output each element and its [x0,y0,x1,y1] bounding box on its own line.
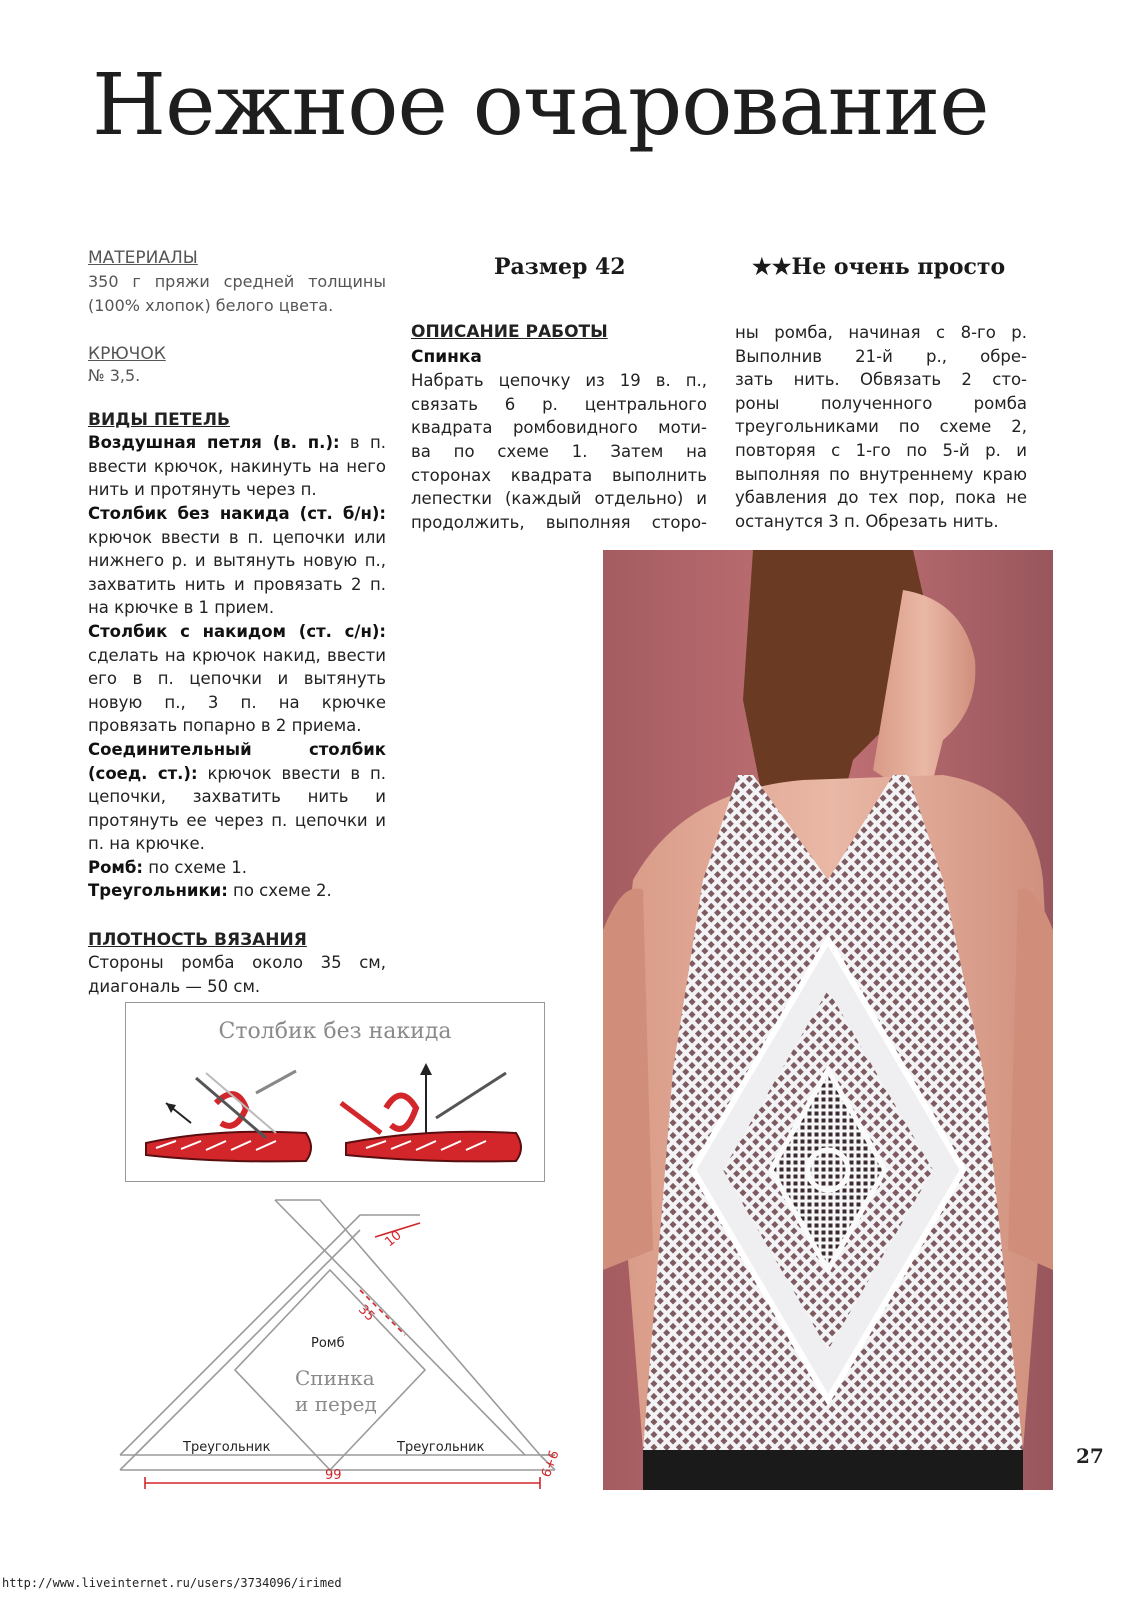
stitch-step-1 [146,1071,311,1161]
stitch-term: Соединительный столбик (соед. ст.): [88,739,386,783]
schematic-left-strap [120,1215,420,1455]
stitch-text: в п. ввести крючок, накинуть на него нить и протянуть через п. [88,433,386,500]
source-url[interactable]: http://www.liveinternet.ru/users/3734096/irimed [2,1576,342,1590]
description-line: зать нить. Обвязать 2 сто- [735,370,1027,390]
stitch-text: по схеме 1. [143,857,247,877]
description-subheading: Спинка [411,346,482,367]
size-label: Размер 42 [494,254,626,280]
stitch-diagram-title: Столбик без накида [218,1019,452,1044]
schematic-right-strap [275,1200,555,1455]
left-column [88,248,386,998]
stitch-type-item [88,879,386,903]
description-line: сторонах квадрата выполнить [411,465,707,485]
description-line: убавления до тех пор, пока не [735,488,1027,508]
stitch-text: крючок ввести в п. цепочки или нижнего р. и вытянуть новую п., захватить нить и провязать 2 п. на крючке в 1 прием. [88,527,386,618]
schematic-diagram [115,1195,565,1505]
stitch-term: Треугольники: [88,881,228,901]
dim-corner-value: 6+6 [539,1448,563,1480]
stitch-diagram-box [125,1002,545,1182]
stitch-step-2 [341,1063,521,1161]
description-line: ны ромба, начиная с 8-го р. [735,323,1027,342]
schematic-center-line1: Спинка [295,1366,375,1390]
description-line: выполняя по внутреннему краю [735,464,1027,484]
stitch-type-item [88,738,386,856]
schematic-triangle-right: Треугольник [397,1440,485,1455]
stitch-type-item [88,856,386,880]
description-line: ва по схеме 1. Затем на [411,441,707,461]
materials-heading: МАТЕРИАЛЫ [88,248,198,268]
schematic-romb-label: Ромб [311,1336,345,1351]
hook-value: № 3,5. [88,366,141,386]
description-line: Набрать цепочку из 19 в. п., [411,371,707,391]
page-number: 27 [1076,1444,1104,1468]
materials-line: 350 г пряжи средней толщины [88,272,386,291]
stitch-term: Столбик с накидом (ст. с/н): [88,621,386,641]
skirt-shape [643,1450,1023,1490]
model-photo [603,550,1053,1490]
materials-text [88,270,386,317]
schematic-triangle-left: Треугольник [183,1440,271,1455]
hook-heading: КРЮЧОК [88,344,166,365]
gauge-heading: ПЛОТНОСТЬ ВЯЗАНИЯ [88,930,307,951]
description-line: Выполнив 21-й р., обре- [735,346,1027,366]
gauge-text: Стороны ромба около 35 см, диагональ — 50 см. [88,953,386,996]
stitch-types-heading: ВИДЫ ПЕТЕЛЬ [88,410,230,431]
description-line: продолжить, выполняя сторо- [411,512,707,532]
dim-side-value: 35 [355,1302,378,1325]
description-line: роны полученного ромба [735,393,1027,413]
description-heading: ОПИСАНИЕ РАБОТЫ [411,322,608,342]
description-line: квадрата ромбовидного моти- [411,418,707,438]
description-column-1 [411,321,707,534]
stitch-type-item [88,431,386,502]
materials-line: (100% хлопок) белого цвета. [88,295,334,315]
page-title: Нежное очарование [92,56,989,155]
stitch-type-item [88,502,386,620]
dim-width-value: 99 [325,1468,342,1483]
difficulty-stars: ★★ [752,254,792,280]
description-line: повторяя с 1-го по 5-й р. и [735,440,1027,460]
schematic-center-line2: и перед [295,1392,377,1416]
stitch-type-item [88,620,386,738]
stitch-term: Столбик без накида (ст. б/н): [88,503,386,523]
description-line: останутся 3 п. Обрезать нить. [735,511,999,531]
dim-strap-value: 10 [382,1227,405,1251]
stitch-text: крючок ввести в п. цепочки, захватить нить и протянуть ее через п. цепочки и п. на крючке. [88,763,386,854]
description-line: треугольниками по схеме 2, [735,417,1027,437]
stitch-text: сделать на крючок накид, ввести его в п. цепочки и вытянуть новую п., 3 п. на крючке провязать попарно в 2 приема. [88,645,386,736]
description-line: связать 6 р. центрального [411,394,707,414]
difficulty-label: Не очень просто [791,254,1006,280]
stitch-text: по схеме 2. [227,881,332,901]
description-column-2 [735,321,1027,533]
description-line: лепестки (каждый отдельно) и [411,489,707,509]
stitch-term: Ромб: [88,857,144,877]
stitch-term: Воздушная петля (в. п.): [88,433,340,453]
stitch-types-list [88,431,386,903]
stitch-diagram-illustration [136,1063,536,1173]
difficulty-rating [752,254,1005,280]
